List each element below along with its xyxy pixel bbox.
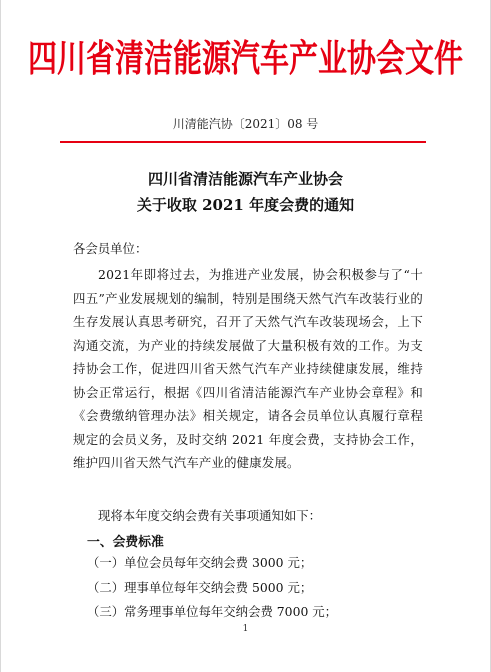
notice-title-line-2: 关于收取 2021 年度会费的通知 — [136, 196, 355, 214]
document-number: 川清能汽协〔2021〕08 号 — [172, 117, 319, 131]
section-heading-fee-standard: 一、会费标准 — [87, 535, 164, 550]
body-paragraph: 2021年即将过去，为推进产业发展，协会积极参与了“十四五”产业发展规划的编制，特别是围绕天然气汽车改装行业的生存发展认真思考研究，召开了天然气汽车改装现场会，上下沟通交流，为产业的持续发展做了大量积极有效的工作。为支持协会工作，促进四川省天然气汽车产业持续健康发展，维持协会正常运行，根据《四川省清洁能源汽车产业协会章程》和《会费缴纳管理办法》相关规定，请各会员单位认真履行章程规定的会员义务，及时交纳 2021 年度会费，支持协会工作，维护四川省天然气汽车产业的健康发展。 — [73, 267, 423, 470]
page-number: 1 — [242, 624, 249, 634]
header-red-divider — [60, 141, 426, 143]
fee-item-member: （一）单位会员每年交纳会费 3000 元； — [87, 555, 313, 570]
intro-line: 现将本年度交纳会费有关事项通知如下： — [98, 508, 322, 523]
fee-item-director: （二）理事单位每年交纳会费 5000 元； — [87, 580, 313, 595]
notice-title-line-1: 四川省清洁能源汽车产业协会 — [147, 170, 343, 188]
fee-item-executive-director: （三）常务理事单位每年交纳会费 7000 元； — [87, 604, 338, 619]
salutation: 各会员单位： — [73, 241, 148, 256]
document-header-title: 四川省清洁能源汽车产业协会文件 — [27, 36, 463, 80]
